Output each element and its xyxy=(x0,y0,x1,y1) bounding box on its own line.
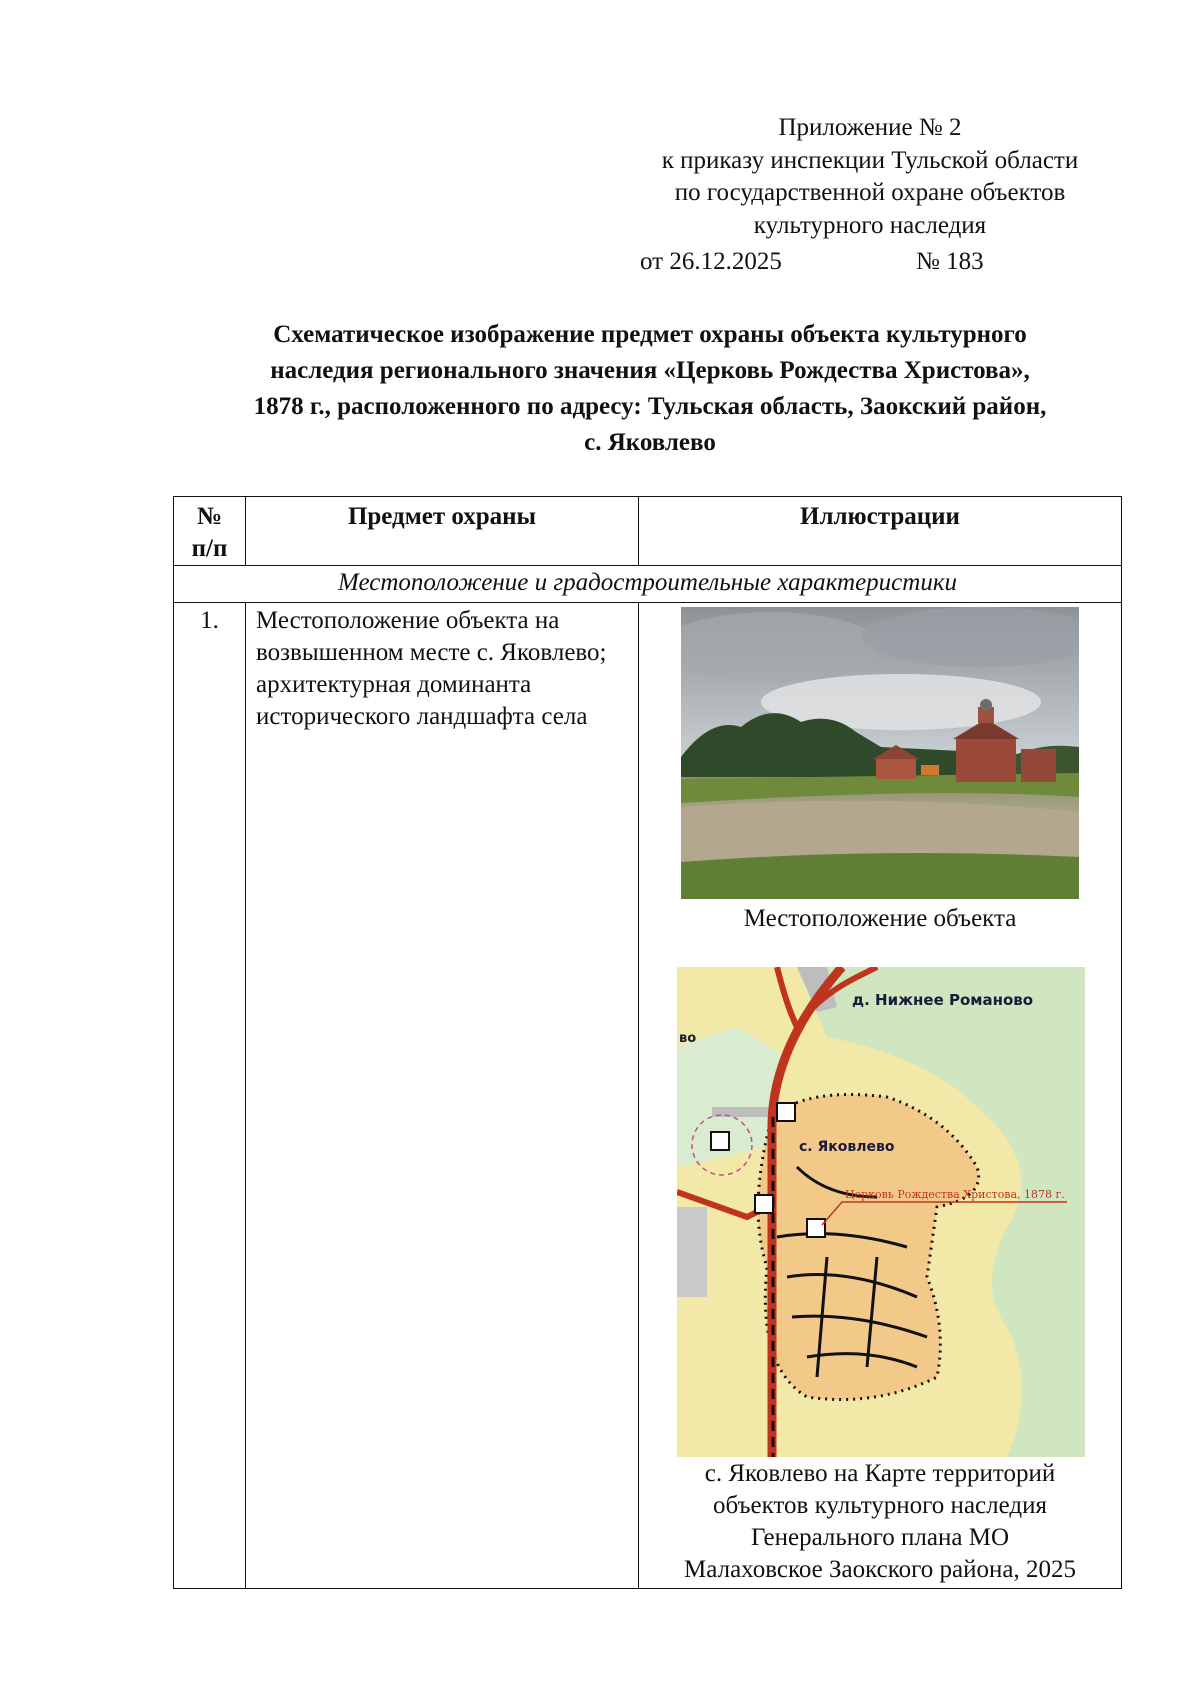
header-illustrations-label: Иллюстрации xyxy=(800,503,960,530)
appendix-line: к приказу инспекции Тульской области xyxy=(661,146,1079,174)
title-line: с. Яковлево xyxy=(584,429,716,456)
header-subject-label: Предмет охраны xyxy=(347,503,537,530)
header-number-line: п/п xyxy=(191,535,228,562)
map-label-village: с. Яковлево xyxy=(799,1139,895,1155)
appendix-block xyxy=(630,112,1110,284)
title-line: наследия регионального значения «Церковь Рождества Христова», xyxy=(270,357,1030,384)
church-location-photo xyxy=(681,607,1079,899)
appendix-line: по государственной охране объектов xyxy=(674,179,1066,206)
map-label-church: Церковь Рождества Христова, 1878 г. xyxy=(845,1188,1065,1201)
appendix-line: культурного наследия xyxy=(753,211,987,239)
title-line: Схематическое изображение предмет охраны объекта культурного xyxy=(273,321,1027,348)
order-date-line xyxy=(630,244,1110,284)
order-number: № 183 xyxy=(916,248,984,275)
document-title xyxy=(170,317,1130,461)
map-caption xyxy=(639,1458,1121,1586)
photo-caption: Местоположение объекта xyxy=(743,905,1017,932)
row-subject-text: Местоположение объекта на возвышенном месте с. Яковлево; архитектурная доминанта исторического ландшафта села xyxy=(246,603,639,1589)
map-label-north: д. Нижнее Романово xyxy=(852,991,1034,1009)
map-label-edge: во xyxy=(679,1031,697,1046)
order-date: от 26.12.2025 xyxy=(640,248,782,275)
map-caption-line: Генерального плана МО xyxy=(750,1524,1010,1551)
map-drawing xyxy=(677,967,1085,1457)
header-number xyxy=(174,497,246,566)
map-caption-line: с. Яковлево на Карте территорий xyxy=(704,1460,1056,1487)
map-caption-line: объектов культурного наследия xyxy=(713,1492,1047,1519)
row-number: 1. xyxy=(174,603,246,1589)
section-row xyxy=(174,566,1122,603)
section-title: Местоположение и градостроительные характеристики xyxy=(174,566,1122,603)
illustrations-cell xyxy=(639,603,1122,1589)
map-caption-line: Малаховское Заокского района, 2025 xyxy=(684,1556,1076,1583)
photo-drawing xyxy=(681,607,1079,899)
title-line: 1878 г., расположенного по адресу: Тульская область, Заокский район, xyxy=(253,393,1047,420)
header-subject xyxy=(246,497,639,566)
table-header-row xyxy=(174,497,1122,566)
protection-table xyxy=(173,496,1122,1589)
table-row xyxy=(174,603,1122,1589)
appendix-line: Приложение № 2 xyxy=(778,114,962,141)
header-number-line: № xyxy=(196,503,223,530)
settlement-map xyxy=(677,967,1085,1457)
header-illustrations xyxy=(639,497,1122,566)
